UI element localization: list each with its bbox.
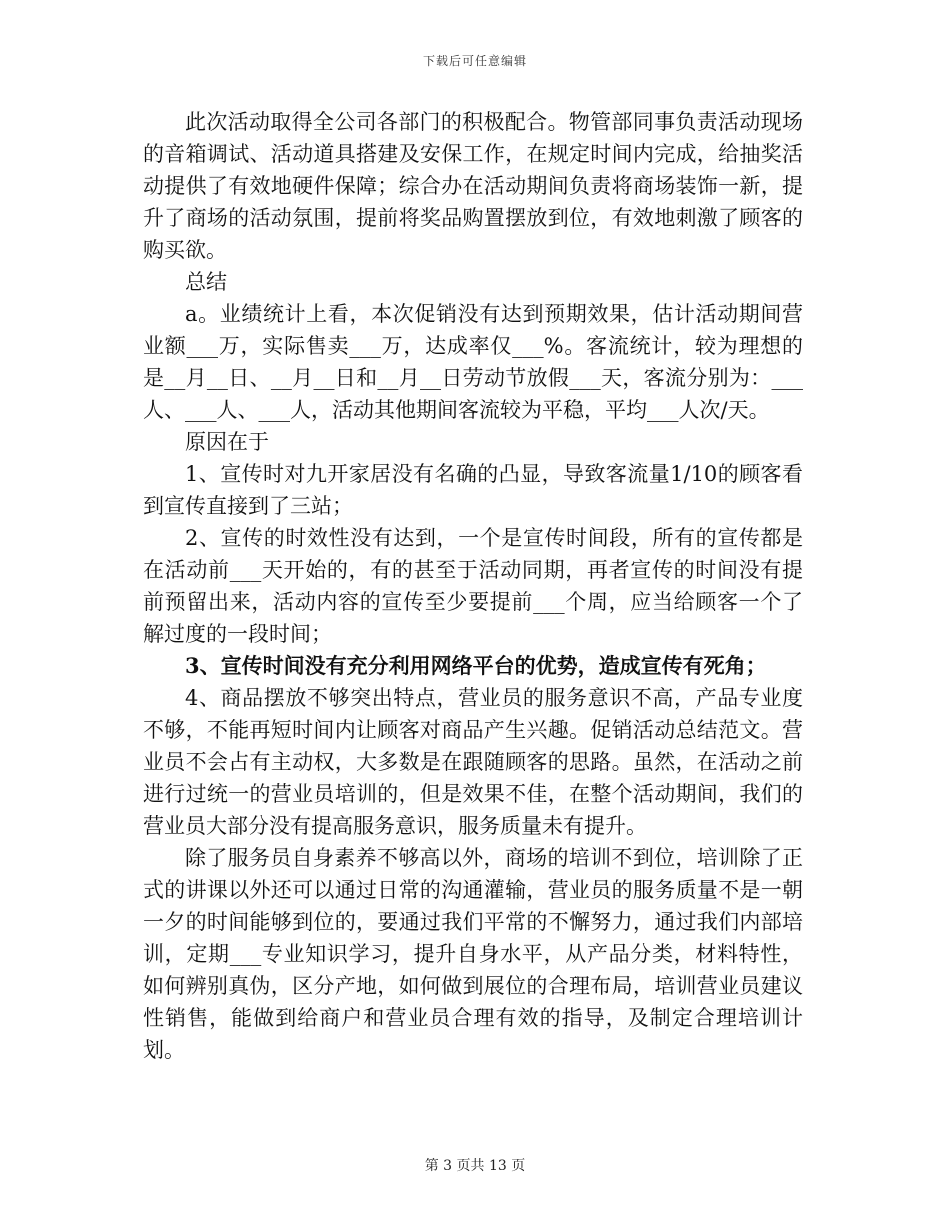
paragraph-sales-statistics: a。业绩统计上看，本次促销没有达到预期效果，估计活动期间营业额___万，实际售卖___万，达成率仅___%。客流统计，较为理想的是__月__日、__月__日和__月__日劳动节放假___天，客流分别为：___人、___人、___人，活动其他期间客流较为平稳，平均___人次/天。 <box>143 302 803 422</box>
page-header: 下载后可任意编辑 <box>422 54 527 68</box>
paragraph-reasons-heading: 原因在于 <box>185 430 269 454</box>
paragraph-reason-1: 1、宣传时对九开家居没有名确的凸显，导致客流量1/10的顾客看到宣传直接到了三站； <box>143 462 803 518</box>
paragraph-reason-2: 2、宣传的时效性没有达到，一个是宣传时间段，所有的宣传都是在活动前___天开始的，有的甚至于活动同期，再者宣传的时间没有提前预留出来，活动内容的宣传至少要提前___个周，应当给顾客一个了解过度的一段时间； <box>143 526 803 646</box>
paragraph-training: 除了服务员自身素养不够高以外，商场的培训不到位，培训除了正式的讲课以外还可以通过日常的沟通灌输，营业员的服务质量不是一朝一夕的时间能够到位的，要通过我们平常的不懈努力，通过我们内部培训，定期___专业知识学习，提升自身水平，从产品分类，材料特性，如何辨别真伪，区分产地，如何做到展位的合理布局，培训营业员建议性销售，能做到给商户和营业员合理有效的指导，及制定合理培训计划。 <box>143 846 803 1062</box>
page-number-footer: 第 3 页共 13 页 <box>424 1158 526 1174</box>
paragraph-summary-heading: 总结 <box>185 270 227 294</box>
document-body <box>143 106 803 1066</box>
paragraph-activity-cooperation: 此次活动取得全公司各部门的积极配合。物管部同事负责活动现场的音箱调试、活动道具搭建及安保工作，在规定时间内完成，给抽奖活动提供了有效地硬件保障；综合办在活动期间负责将商场装饰一新，提升了商场的活动氛围，提前将奖品购置摆放到位，有效地刺激了顾客的购买欲。 <box>143 110 803 262</box>
paragraph-reason-3: 3、宣传时间没有充分利用网络平台的优势，造成宣传有死角； <box>185 653 767 678</box>
paragraph-reason-4: 4、商品摆放不够突出特点，营业员的服务意识不高，产品专业度不够，不能再短时间内让顾客对商品产生兴趣。促销活动总结范文。营业员不会占有主动权，大多数是在跟随顾客的思路。虽然，在活动之前进行过统一的营业员培训的，但是效果不佳，在整个活动期间，我们的营业员大部分没有提高服务意识，服务质量未有提升。 <box>143 686 803 838</box>
